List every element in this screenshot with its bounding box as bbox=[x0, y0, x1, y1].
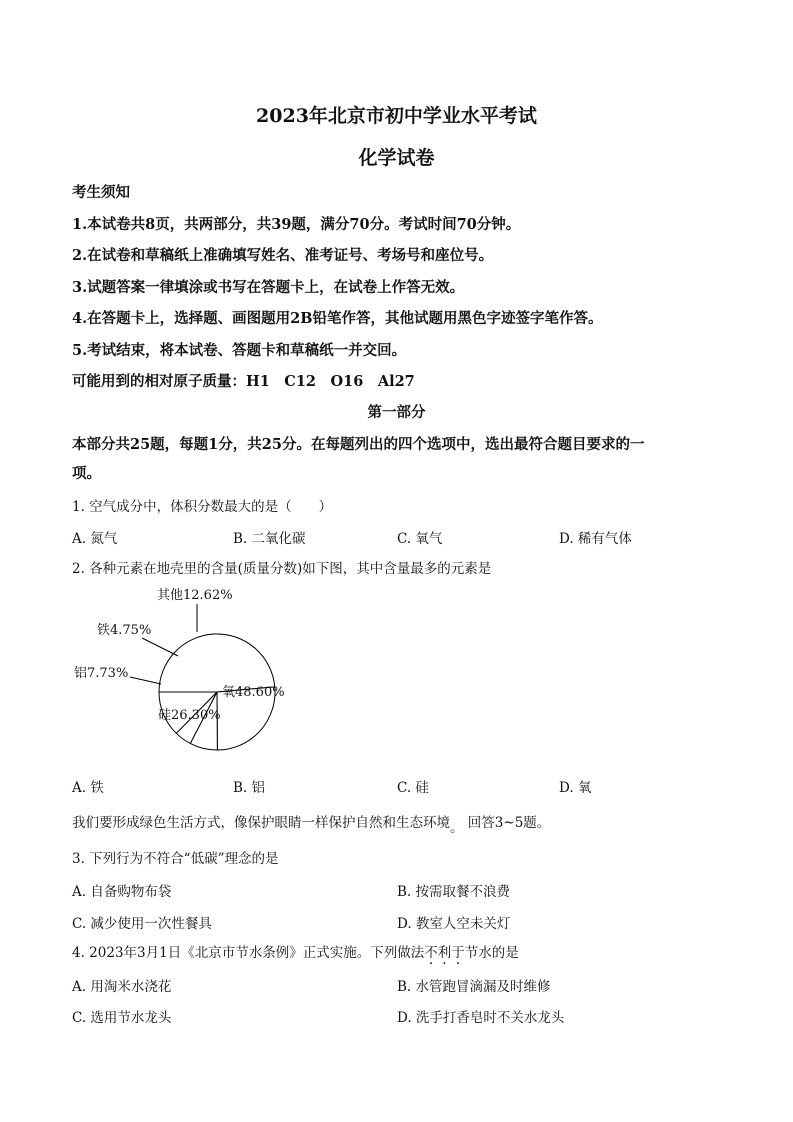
q2-option-d: D. 氧 bbox=[559, 780, 592, 796]
q3-5-intro-mark: 。 bbox=[450, 820, 464, 836]
q1-stem: 1. 空气成分中，体积分数最大的是（ ） bbox=[72, 499, 333, 515]
notice-item-1: 1.本试卷共8页，共两部分，共39题，满分70分。考试时间70分钟。 bbox=[72, 216, 521, 233]
q1-option-d: D. 稀有气体 bbox=[559, 531, 632, 547]
part1-instructions: 本部分共25题，每题1分，共25分。在每题列出的四个选项中，选出最符合题目要求的一 bbox=[72, 436, 645, 453]
pie-slice-oxygen bbox=[159, 634, 275, 692]
q4-emphasis-char: 不 bbox=[424, 945, 438, 961]
exam-title: 2023年北京市初中学业水平考试 bbox=[256, 105, 537, 127]
q1-option-b: B. 二氧化碳 bbox=[233, 531, 306, 547]
q3-5-intro-tail: 回答3~5题。 bbox=[467, 815, 551, 831]
q4-option-b: B. 水管跑冒滴漏及时维修 bbox=[397, 979, 551, 995]
notice-item-3: 3.试题答案一律填涂或书写在答题卡上，在试卷上作答无效。 bbox=[72, 279, 465, 296]
q2-option-b: B. 铝 bbox=[233, 780, 266, 796]
pie-label-silicon: 硅26.30% bbox=[158, 708, 221, 723]
q3-5-intro-text: 我们要形成绿色生活方式，像保护眼睛一样保护自然和生态环境 bbox=[72, 815, 450, 831]
part1-heading: 第一部分 bbox=[367, 404, 426, 421]
q4-option-c: C. 选用节水龙头 bbox=[72, 1010, 172, 1026]
part1-instructions-cont: 项。 bbox=[72, 465, 101, 482]
notice-item-4: 4.在答题卡上，选择题、画图题用2B铅笔作答，其他试题用黑色字迹签字笔作答。 bbox=[72, 310, 603, 327]
q2-stem: 2. 各种元素在地壳里的含量(质量分数)如下图，其中含量最多的元素是 bbox=[72, 561, 492, 577]
atomic-masses: 可能用到的相对原子质量：H1 C12 O16 Al27 bbox=[72, 373, 415, 390]
pie-label-other: 其他12.62% bbox=[157, 588, 233, 603]
crust-element-pie-chart bbox=[60, 580, 300, 770]
pie-label-aluminum: 铝7.73% bbox=[74, 666, 129, 681]
q4-stem-start: 4. 2023年3月1日《北京市节水条例》正式实施。下列做法 bbox=[72, 945, 425, 961]
q4-emphasis-char: 利 bbox=[437, 945, 452, 961]
q3-stem: 3. 下列行为不符合“低碳”理念的是 bbox=[72, 851, 279, 867]
q3-option-b: B. 按需取餐不浪费 bbox=[397, 884, 511, 900]
q1-option-c: C. 氧气 bbox=[397, 531, 443, 547]
q4-option-d: D. 洗手打香皂时不关水龙头 bbox=[397, 1010, 565, 1026]
q4-emphasis-char: 于 bbox=[451, 945, 465, 961]
q3-5-intro bbox=[72, 811, 551, 836]
q3-option-a: A. 自备购物布袋 bbox=[72, 884, 172, 900]
pie-label-iron: 铁4.75% bbox=[97, 623, 152, 638]
paper-subtitle: 化学试卷 bbox=[358, 147, 435, 169]
q4-stem-end: 节水的是 bbox=[464, 945, 519, 961]
q4-stem bbox=[72, 941, 519, 961]
notice-item-2: 2.在试卷和草稿纸上准确填写姓名、准考证号、考场号和座位号。 bbox=[72, 247, 494, 264]
pie-leader-line bbox=[142, 638, 178, 656]
q2-option-a: A. 铁 bbox=[72, 780, 104, 796]
pie-leader-line bbox=[130, 677, 161, 684]
notice-item-5: 5.考试结束，将本试卷、答题卡和草稿纸一并交回。 bbox=[72, 342, 407, 359]
q1-option-a: A. 氮气 bbox=[72, 531, 118, 547]
q3-option-c: C. 减少使用一次性餐具 bbox=[72, 916, 212, 932]
pie-label-oxygen: 氧48.60% bbox=[222, 685, 285, 700]
q4-option-a: A. 用淘米水浇花 bbox=[72, 979, 172, 995]
notice-heading: 考生须知 bbox=[72, 184, 130, 201]
q2-option-c: C. 硅 bbox=[397, 780, 429, 796]
q3-option-d: D. 教室人空未关灯 bbox=[397, 916, 511, 932]
